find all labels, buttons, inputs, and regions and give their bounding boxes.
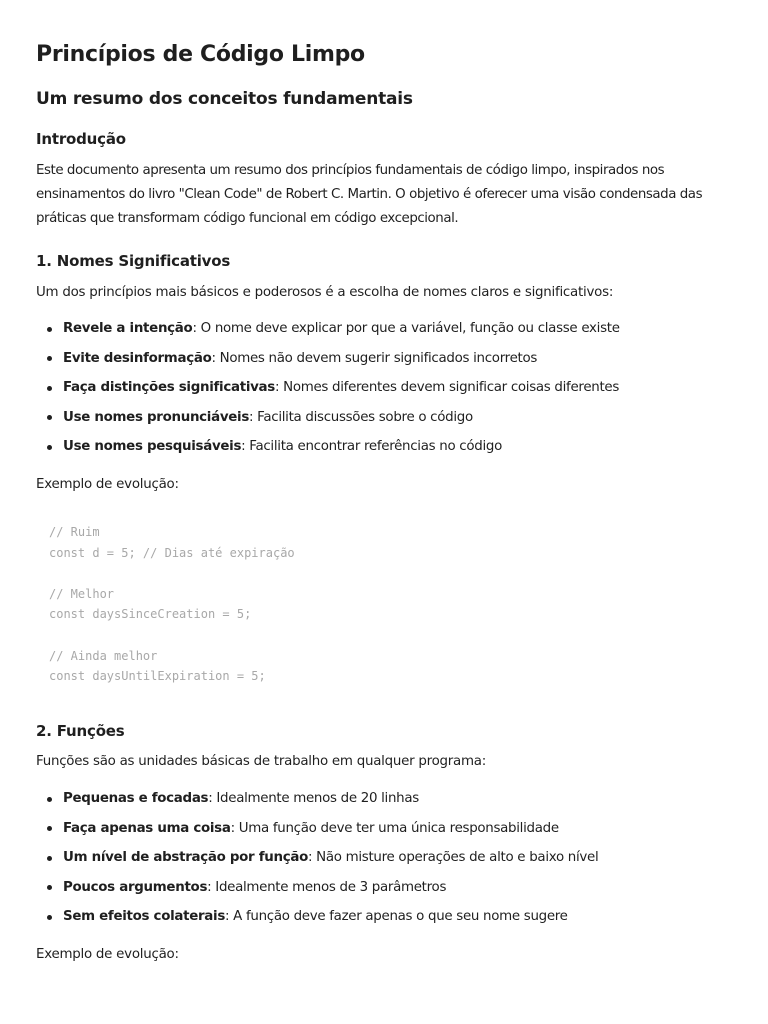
section1-intro: Um dos princípios mais básicos e poderosos é a escolha de nomes claros e significativos:: [36, 285, 614, 300]
bullet-dot-icon: [47, 915, 52, 920]
code-line: const daysSinceCreation = 5;: [49, 607, 252, 622]
bullet-dot-icon: [47, 386, 52, 391]
list-item-text: : Idealmente menos de 20 linhas: [208, 791, 419, 806]
code-block: [49, 522, 295, 687]
list-item-text: : Uma função deve ter uma única responsabilidade: [230, 820, 559, 836]
list-item: [36, 877, 736, 907]
list-item-text: : Nomes diferentes devem significar coisas diferentes: [274, 380, 620, 395]
bullet-dot-icon: [47, 415, 52, 420]
list-item: [36, 788, 736, 818]
code-line: const d = 5; // Dias até expiração: [49, 545, 295, 560]
list-item-term: Revele a intenção: [63, 321, 193, 336]
list-item-text: : Facilita encontrar referências no código: [241, 439, 502, 454]
bullet-dot-icon: [47, 445, 52, 450]
list-item-term: Use nomes pesquisáveis: [63, 439, 242, 454]
list-item-text: : Facilita discussões sobre o código: [249, 409, 473, 425]
list-item-term: Faça distinções significativas: [63, 380, 275, 395]
list-item-term: Use nomes pronunciáveis: [63, 409, 250, 425]
code-line: // Ainda melhor: [49, 648, 158, 663]
code-line: [49, 563, 295, 584]
list-item-term: Poucos argumentos: [63, 879, 208, 895]
section2-intro: Funções são as unidades básicas de trabalho em qualquer programa:: [36, 754, 486, 769]
section1-list: [36, 318, 736, 466]
section2-heading: 2. Funções: [36, 722, 125, 740]
code-line: [49, 625, 295, 646]
introduction-heading: Introdução: [36, 130, 126, 148]
list-item: [36, 407, 736, 437]
bullet-dot-icon: [47, 856, 52, 861]
list-item-text: : Não misture operações de alto e baixo nível: [308, 850, 599, 865]
list-item-term: Evite desinformação: [63, 350, 212, 366]
list-item-term: Pequenas e focadas: [63, 791, 209, 806]
list-item-text: : O nome deve explicar por que a variável, função ou classe existe: [192, 321, 620, 336]
list-item-term: Sem efeitos colaterais: [63, 909, 225, 924]
bullet-dot-icon: [47, 356, 52, 361]
list-item: [36, 436, 736, 466]
list-item: [36, 906, 736, 936]
bullet-dot-icon: [47, 327, 52, 332]
section1-example-label: Exemplo de evolução:: [36, 477, 179, 492]
page-title: Princípios de Código Limpo: [36, 42, 365, 67]
bullet-dot-icon: [47, 885, 52, 890]
list-item: [36, 318, 736, 348]
list-item: [36, 847, 736, 877]
code-line: // Melhor: [49, 586, 115, 601]
list-item: [36, 818, 736, 848]
code-line: // Ruim: [49, 525, 100, 539]
list-item: [36, 377, 736, 407]
bullet-dot-icon: [47, 797, 52, 802]
list-item-term: Um nível de abstração por função: [63, 850, 308, 865]
bullet-dot-icon: [47, 826, 52, 831]
section2-example-label: Exemplo de evolução:: [36, 947, 179, 962]
section2-list: [36, 788, 736, 936]
introduction-text: Este documento apresenta um resumo dos princípios fundamentais de código limpo, inspirados nos ensinamentos do livro "Clean Code" de Robert C. Martin. O objetivo é oferecer uma visão condensada das práticas que transformam código funcional em código excepcional.: [36, 163, 703, 226]
list-item: [36, 348, 736, 378]
list-item-text: : A função deve fazer apenas o que seu nome sugere: [225, 909, 568, 924]
list-item-text: : Idealmente menos de 3 parâmetros: [207, 879, 447, 895]
section1-heading: 1. Nomes Significativos: [36, 252, 231, 270]
list-item-text: : Nomes não devem sugerir significados incorretos: [211, 350, 538, 366]
code-line: const daysUntilExpiration = 5;: [49, 669, 266, 684]
list-item-term: Faça apenas uma coisa: [63, 820, 231, 836]
page-subtitle: Um resumo dos conceitos fundamentais: [36, 89, 413, 109]
